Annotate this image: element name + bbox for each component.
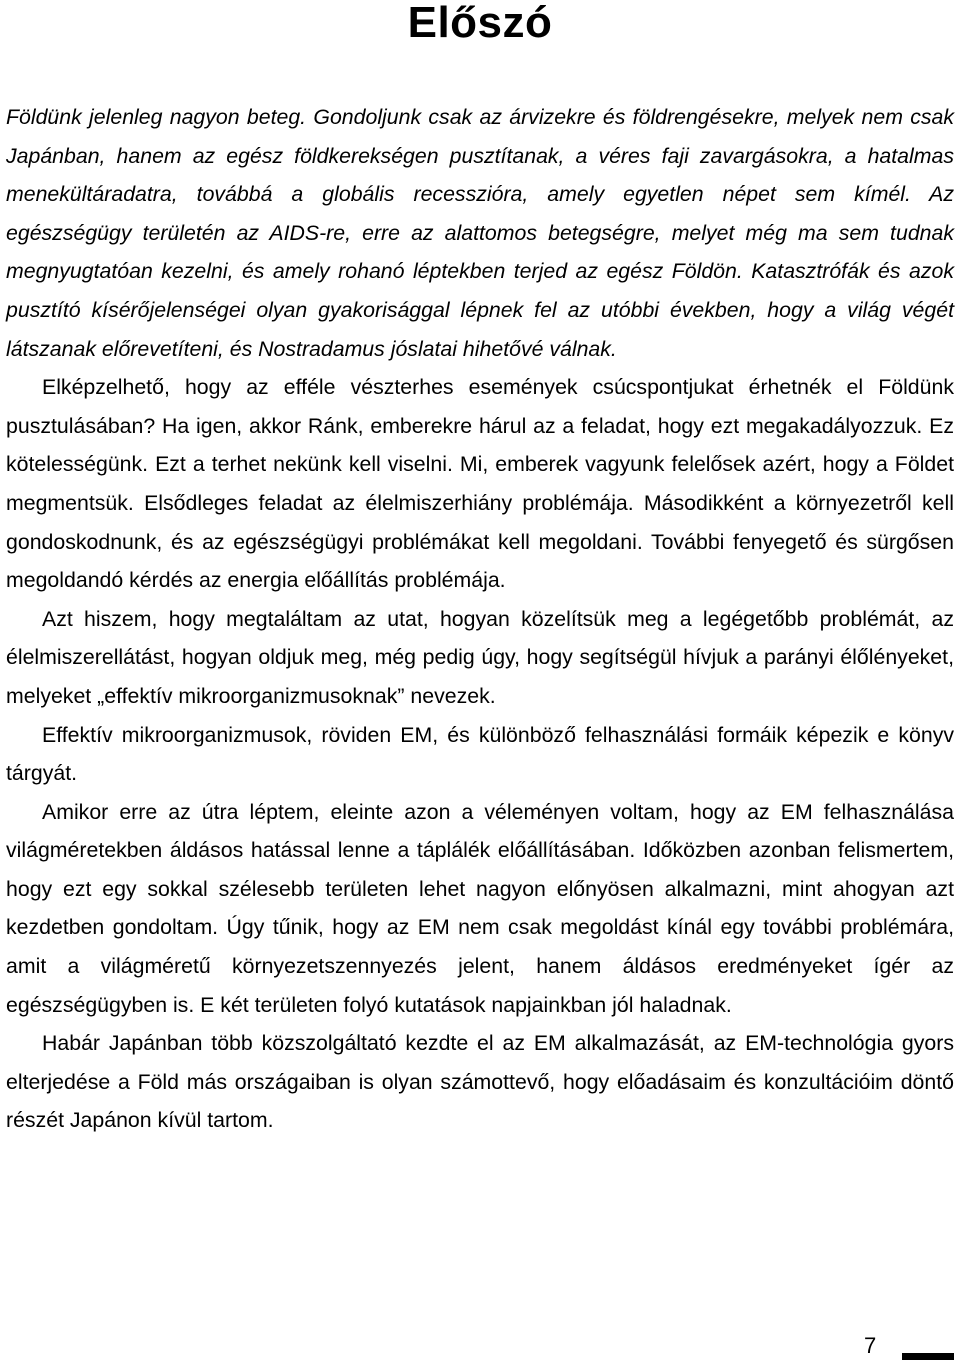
page — [6, 0, 954, 1133]
preface-body — [6, 98, 954, 1140]
paragraph-4: Effektív mikroorganizmusok, röviden EM, és különböző felhasználási formáik képezik e könyv tárgyát. — [6, 722, 954, 786]
paragraph-3: Azt hiszem, hogy megtaláltam az utat, hogyan közelítsük meg a legégetőbb problémát, az élelmiszerellátást, hogyan oldjuk meg, még pedig úgy, hogy segítségül hívjuk a parányi élőlényeket, melyeket „effektív mikroorganizmusoknak” nevezek. — [6, 606, 954, 708]
paragraph-1 — [6, 98, 954, 368]
paragraph-2: Elképzelhető, hogy az efféle vészterhes események csúcspontjukat érhetnék el Földünk pusztulásában? Ha igen, akkor Ránk, emberekre hárul az a feladat, hogy ezt megakadályozzuk. Ez kötelességünk. Ezt a terhet nekünk kell viselni. Mi, emberek vagyunk felelősek azért, hogy a Földet megmentsük. Elsődleges feladat az élelmiszerhiány problémája. Másodikként a környezetről kell gondoskodnunk, és az egészségügyi problémákat kell megoldani. További fenyegető és sürgősen megoldandó kérdés az energia előállítás problémája. — [6, 375, 954, 593]
page-number: 7 — [864, 1333, 877, 1358]
page-title: Előszó — [407, 0, 553, 47]
paragraph-6: Habár Japánban több közszolgáltató kezdte el az EM alkalmazását, az EM-technológia gyors elterjedése a Föld más országaiban is olyan számottevő, hogy előadásaim és konzultációim döntő részét Japánon kívül tartom. — [6, 1031, 954, 1133]
page-footer-bar — [902, 1353, 954, 1360]
paragraph-5: Amikor erre az útra léptem, eleinte azon a véleményen voltam, hogy az EM felhasználása világméretekben áldásos hatással lenne a táplálék előállításában. Időközben azonban felismertem, hogy ezt egy sokkal szélesebb területen lehet nagyon előnyösen alkalmazni, mint ahogyan azt kezdetben gondoltam. Úgy tűnik, hogy az EM nem csak megoldást kínál egy további problémára, amit a világméretű környezetszennyezés jelent, hanem áldásos eredményeket ígér az egészségügyben is. E két területen folyó kutatások napjainkban jól haladnak. — [6, 799, 954, 1017]
paragraph-1-italic: Földünk jelenleg nagyon beteg. Gondoljunk csak az árvizekre és földrengésekre, melyek nem csak Japánban, hanem az egész földkerekségen pusztítanak, a véres faji zavargásokra, a hatalmas menekültáradatra, továbbá a globális recesszióra, amely egyetlen népet sem kímél. Az egészségügy területén az AIDS-re, erre az alattomos betegségre, melyet még ma sem tudnak megnyugtatóan kezelni, és amely rohanó léptekben terjed az egész Földön. Katasztrófák és azok pusztító kísérőjelenségei olyan gyakorisággal lépnek fel az utóbbi években, hogy a világ végét látszanak előrevetíteni, és Nostradamus jóslatai hihetővé válnak. — [6, 105, 954, 361]
